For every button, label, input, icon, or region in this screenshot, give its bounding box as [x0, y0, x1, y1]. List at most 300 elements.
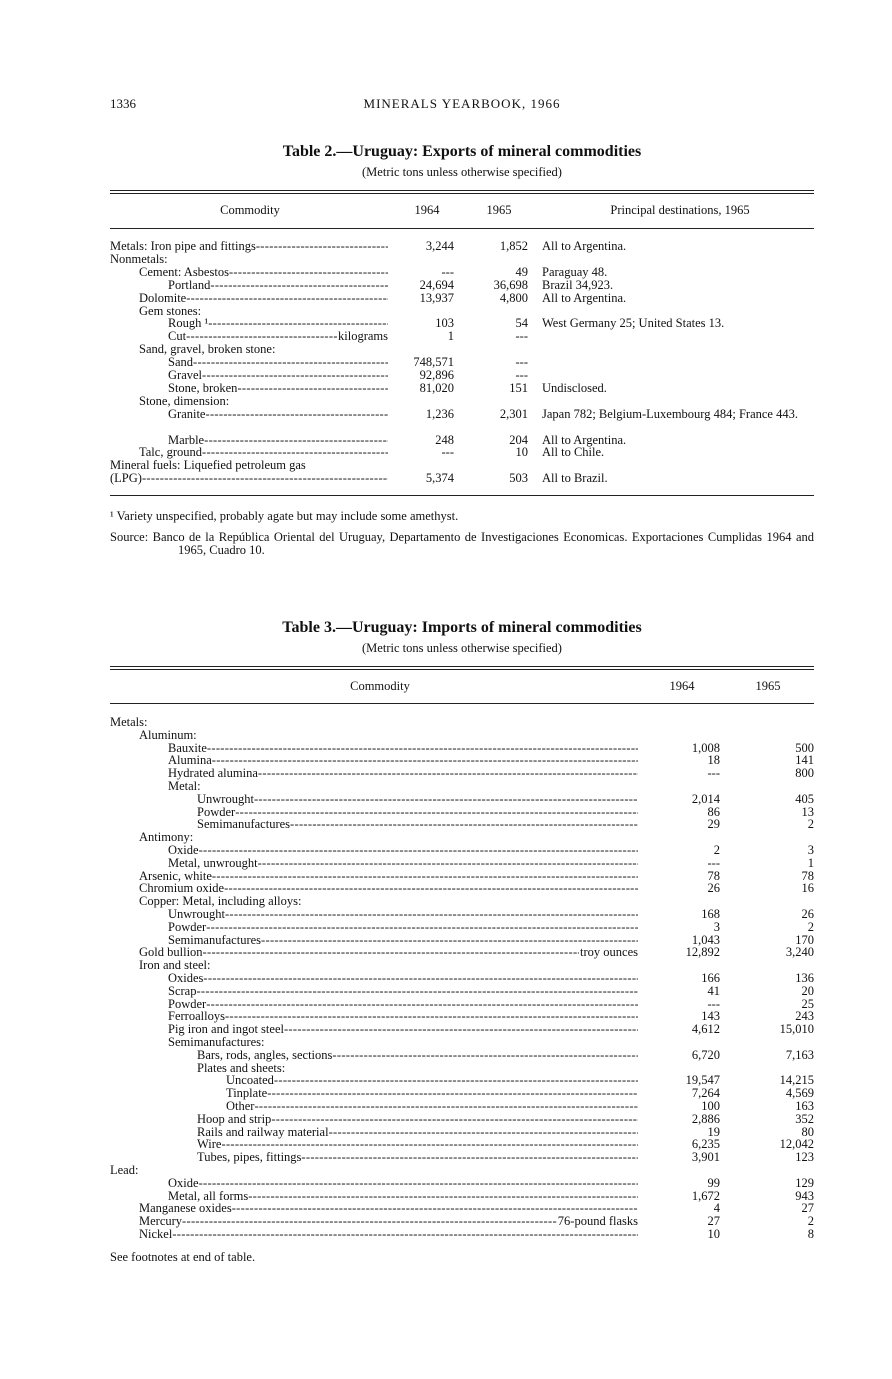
value-1964: 3,901	[691, 1150, 720, 1165]
commodity-label	[139, 395, 388, 408]
commodity-name: Sand	[168, 356, 193, 370]
leader-dots	[332, 1049, 638, 1062]
commodity-name: Bauxite	[168, 741, 207, 755]
leader-dots	[237, 382, 388, 395]
table3-row	[110, 946, 814, 959]
leader-dots	[225, 1010, 638, 1023]
destination: West Germany 25; United States 13.	[542, 316, 725, 331]
value-1964: 248	[435, 432, 454, 447]
value-1965: 3	[807, 843, 814, 857]
table2-row	[110, 408, 814, 421]
table3-row	[110, 1190, 814, 1203]
commodity-name: Powder	[168, 997, 207, 1011]
commodity-label	[197, 1113, 638, 1126]
commodity-name: Bars, rods, angles, sections	[197, 1048, 333, 1062]
commodity-label	[168, 857, 638, 870]
commodity-name: Lead:	[110, 1164, 139, 1177]
leader-dots	[254, 1100, 638, 1113]
table3-row	[110, 857, 814, 870]
leader-dots	[229, 266, 388, 279]
value-1964: 26	[707, 881, 720, 896]
value-1965: 49	[515, 264, 528, 279]
table2-col-commodity: Commodity	[220, 203, 280, 217]
commodity-label	[139, 831, 638, 844]
table3-row	[110, 908, 814, 921]
destination: All to Brazil.	[542, 471, 608, 486]
commodity-label	[168, 844, 638, 857]
value-1964: ---	[441, 264, 454, 279]
value-1964: 29	[707, 817, 720, 832]
table3-col-commodity: Commodity	[350, 679, 410, 693]
value-1964: 1,043	[691, 932, 720, 947]
commodity-name: Ferroalloys	[168, 1010, 225, 1024]
commodity-label	[110, 716, 638, 729]
commodity-name: Aluminum:	[139, 728, 197, 742]
destination: Brazil 34,923.	[542, 277, 614, 292]
leader-dots	[301, 1151, 638, 1164]
commodity-label	[168, 279, 388, 292]
value-1965: 26	[801, 907, 814, 921]
value-1964: 24,694	[419, 277, 454, 292]
commodity-name: Gem stones:	[139, 304, 202, 318]
value-1964: ---	[707, 996, 720, 1011]
value-1964: 41	[707, 983, 720, 998]
leader-dots	[199, 844, 638, 857]
value-1965: 129	[795, 1175, 814, 1190]
value-1965: 2	[807, 1214, 814, 1229]
value-1964: ---	[707, 766, 720, 781]
value-1965: 123	[795, 1150, 814, 1165]
value-1965: ---	[515, 329, 528, 344]
commodity-name: Granite	[168, 407, 206, 421]
commodity-label	[139, 292, 388, 305]
table2-row	[110, 279, 814, 292]
commodity-label	[226, 1100, 638, 1113]
commodity-name: Powder	[197, 805, 236, 819]
value-1965: 4,569	[785, 1086, 814, 1101]
running-title: MINERALS YEARBOOK, 1966	[363, 96, 561, 111]
commodity-label	[139, 870, 638, 883]
leader-dots	[290, 818, 638, 831]
commodity-name: Semimanufactures:	[168, 1036, 265, 1049]
table2-footnote: ¹ Variety unspecified, probably agate but may include some amethyst.	[110, 509, 459, 523]
value-1964: ---	[441, 445, 454, 460]
leader-dots	[203, 946, 579, 959]
commodity-label	[168, 972, 638, 985]
table3-row	[110, 716, 814, 729]
value-1964: 5,374	[425, 471, 454, 486]
value-1964: 1	[447, 329, 454, 344]
value-1964: 13,937	[419, 290, 454, 305]
commodity-label	[168, 330, 388, 343]
commodity-label	[226, 1087, 638, 1100]
commodity-name: Plates and sheets:	[197, 1061, 286, 1075]
table2-row	[110, 240, 814, 253]
commodity-name: Alumina	[168, 754, 212, 768]
table3-top-rule-double	[110, 669, 814, 670]
value-1964: 3	[713, 919, 720, 934]
destination: All to Chile.	[542, 445, 605, 460]
commodity-label	[168, 1036, 638, 1049]
commodity-label	[168, 780, 638, 793]
commodity-name: Metal:	[168, 780, 201, 793]
table3-row	[110, 1023, 814, 1036]
commodity-label	[168, 369, 388, 382]
value-1964: 19	[707, 1124, 720, 1139]
destination: Undisclosed.	[542, 380, 607, 395]
table3-row	[110, 818, 814, 831]
commodity-name: Powder	[168, 920, 207, 934]
value-1964: 2,014	[691, 791, 720, 806]
commodity-label	[168, 1177, 638, 1190]
value-1965: 25	[801, 996, 814, 1011]
page-header	[110, 96, 814, 114]
leader-dots	[267, 1087, 638, 1100]
commodity-label	[168, 382, 388, 395]
table3-subtitle: (Metric tons unless otherwise specified)	[362, 641, 562, 655]
value-1964: 27	[707, 1214, 720, 1229]
value-1965: 1	[807, 855, 814, 870]
value-1965: ---	[515, 355, 528, 370]
table3-head-rule	[110, 703, 814, 704]
commodity-name: Oxide	[168, 1176, 199, 1190]
value-1965: 1,852	[499, 239, 528, 253]
commodity-label	[139, 305, 388, 318]
commodity-label	[139, 1228, 638, 1241]
table3-row	[110, 767, 814, 780]
commodity-name: Gold bullion	[139, 946, 203, 960]
commodity-label	[139, 882, 638, 895]
commodity-name: Cut	[168, 330, 187, 344]
destination: All to Argentina.	[542, 432, 627, 447]
leader-dots	[205, 408, 388, 421]
value-1964: 92,896	[419, 368, 454, 382]
commodity-name: Sand, gravel, broken stone:	[139, 343, 276, 357]
value-1965: 243	[795, 1009, 814, 1024]
commodity-label	[168, 1023, 638, 1036]
commodity-label	[110, 1164, 638, 1177]
table2-row	[110, 292, 814, 305]
value-1965: 80	[801, 1124, 814, 1139]
table2-row	[110, 330, 814, 343]
commodity-label	[168, 934, 638, 947]
value-1965: 20	[801, 983, 814, 998]
value-1964: 168	[701, 907, 720, 921]
commodity-label	[110, 253, 388, 266]
commodity-label	[168, 985, 638, 998]
leader-dots	[204, 434, 388, 447]
value-1965: 500	[795, 740, 814, 755]
destination: Japan 782; Belgium-Luxembourg 484; France 443.	[542, 406, 798, 421]
commodity-label	[139, 1202, 638, 1215]
value-1965: 36,698	[493, 277, 528, 292]
leader-dots	[258, 857, 638, 870]
table3-col-1965: 1965	[755, 679, 781, 693]
value-1964: 10	[707, 1227, 720, 1241]
commodity-label	[139, 946, 638, 959]
commodity-name: Portland	[168, 278, 211, 292]
table2-row	[110, 459, 814, 472]
value-1965: 352	[795, 1111, 814, 1126]
value-1964: 6,720	[691, 1047, 720, 1062]
value-1964: 1,672	[691, 1188, 720, 1203]
page-number: 1336	[110, 96, 136, 111]
value-1964: 81,020	[419, 380, 454, 395]
value-1964: 143	[701, 1009, 720, 1024]
commodity-label	[139, 266, 388, 279]
commodity-name: Wire	[197, 1138, 222, 1152]
leader-dots	[206, 998, 638, 1011]
leader-dots	[182, 1215, 557, 1228]
unit-label: 76-pound flasks	[557, 1215, 638, 1229]
commodity-name: Copper: Metal, including alloys:	[139, 895, 302, 909]
commodity-name: Nickel	[139, 1228, 173, 1241]
table3-row	[110, 882, 814, 895]
table2-top-rule-double	[110, 193, 814, 194]
table2-bottom-rule	[110, 495, 814, 496]
commodity-name: Cement: Asbestos	[139, 265, 229, 279]
commodity-name: Nonmetals:	[110, 252, 168, 266]
leader-dots	[212, 870, 638, 883]
table3-row	[110, 1177, 814, 1190]
table2-row	[110, 317, 814, 330]
unit-label: kilograms	[338, 330, 388, 344]
commodity-name: Unwrought	[197, 792, 254, 806]
commodity-name: (LPG)	[110, 472, 142, 486]
value-1965: 170	[795, 932, 814, 947]
leader-dots	[235, 806, 638, 819]
value-1965: ---	[515, 368, 528, 382]
table2-source	[110, 531, 814, 557]
table2-row	[110, 395, 814, 408]
table2-source-text: Source: Banco de la República Oriental del Uruguay, Departamento de Investigaciones Economicas. Exportaciones Cumplidas 1964 and 1965, Cuadro 10.	[110, 530, 814, 557]
leader-dots	[221, 1138, 638, 1151]
value-1964: 2,886	[691, 1111, 720, 1126]
commodity-name: Metals:	[110, 716, 148, 729]
leader-dots	[258, 767, 638, 780]
value-1964: 3,244	[425, 239, 454, 253]
commodity-name: Unwrought	[168, 908, 225, 921]
table2-row	[110, 356, 814, 369]
commodity-name: Hydrated alumina	[168, 767, 258, 781]
commodity-name: Mercury	[139, 1215, 183, 1229]
value-1965: 27	[801, 1201, 814, 1216]
value-1965: 13	[801, 804, 814, 819]
value-1965: 2	[807, 919, 814, 934]
table3-row	[110, 1228, 814, 1241]
commodity-label	[139, 343, 388, 356]
leader-dots	[248, 1190, 638, 1203]
table3-title: Table 3.—Uruguay: Imports of mineral commodities	[282, 619, 642, 636]
table2-row	[110, 382, 814, 395]
value-1964: 18	[707, 753, 720, 768]
leader-dots	[274, 1074, 638, 1087]
commodity-name: Stone, dimension:	[139, 394, 230, 408]
leader-dots	[224, 882, 638, 895]
table2-row	[110, 343, 814, 356]
leader-dots	[261, 934, 638, 947]
commodity-name: Mineral fuels: Liquefied petroleum gas	[110, 459, 306, 473]
value-1965: 943	[795, 1188, 814, 1203]
value-1965: 151	[509, 380, 528, 395]
value-1964: 100	[701, 1099, 720, 1113]
table2-subtitle: (Metric tons unless otherwise specified)	[362, 165, 562, 179]
leader-dots	[172, 1228, 638, 1241]
value-1965: 12,042	[779, 1137, 814, 1152]
leader-dots	[207, 742, 638, 755]
commodity-label	[110, 459, 388, 472]
leader-dots	[206, 921, 638, 934]
commodity-name: Stone, broken	[168, 381, 238, 395]
value-1965: 16	[801, 881, 814, 896]
commodity-label	[197, 1049, 638, 1062]
commodity-name: Semimanufactures	[197, 818, 291, 832]
table2-col-1965: 1965	[486, 203, 512, 217]
commodity-label	[197, 818, 638, 831]
table2-title: Table 2.—Uruguay: Exports of mineral commodities	[282, 143, 642, 160]
commodity-label	[197, 1062, 638, 1075]
commodity-name: Metal, all forms	[168, 1189, 249, 1203]
leader-dots	[202, 369, 388, 382]
value-1965: 3,240	[785, 945, 814, 960]
table3-row	[110, 1151, 814, 1164]
table3-row	[110, 985, 814, 998]
value-1965: 204	[509, 432, 528, 447]
commodity-label	[197, 1138, 638, 1151]
commodity-label	[168, 998, 638, 1011]
commodity-label	[168, 408, 388, 421]
table3-row	[110, 1049, 814, 1062]
commodity-name: Oxides	[168, 972, 204, 985]
commodity-label	[139, 959, 638, 972]
destination: All to Argentina.	[542, 239, 627, 253]
commodity-label	[110, 240, 388, 253]
commodity-label	[168, 1010, 638, 1023]
value-1964: 2	[713, 843, 720, 857]
commodity-name: Metals: Iron pipe and fittings	[110, 240, 256, 253]
value-1964: 4,612	[691, 1022, 720, 1037]
value-1964: 7,264	[691, 1086, 720, 1101]
table3-row	[110, 729, 814, 742]
leader-dots	[203, 972, 638, 985]
commodity-name: Uncoated	[226, 1074, 274, 1088]
table3-footer: See footnotes at end of table.	[110, 1250, 256, 1264]
commodity-label	[139, 895, 638, 908]
commodity-name: Tubes, pipes, fittings	[197, 1151, 302, 1165]
commodity-name: Talc, ground	[139, 446, 202, 460]
commodity-name: Semimanufactures	[168, 933, 262, 947]
commodity-name: Tinplate	[226, 1087, 268, 1101]
value-1965: 800	[795, 766, 814, 781]
table2-col-1964: 1964	[414, 203, 440, 217]
value-1965: 136	[795, 971, 814, 985]
commodity-name: Arsenic, white	[139, 869, 212, 883]
table2-row	[110, 266, 814, 279]
leader-dots	[225, 908, 638, 921]
commodity-label	[139, 446, 388, 459]
value-1965: 8	[807, 1227, 814, 1241]
commodity-name: Metal, unwrought	[168, 856, 258, 870]
table3-top-rule	[110, 666, 814, 667]
commodity-label	[110, 472, 388, 485]
commodity-name: Iron and steel:	[139, 959, 211, 973]
commodity-name: Other	[226, 1100, 255, 1113]
value-1965: 15,010	[779, 1022, 814, 1037]
commodity-label	[168, 754, 638, 767]
leader-dots	[208, 317, 388, 330]
commodity-name: Rough ¹	[168, 317, 209, 331]
commodity-label	[168, 921, 638, 934]
commodity-name: Chromium oxide	[139, 882, 225, 896]
commodity-label	[168, 908, 638, 921]
value-1965: 78	[801, 868, 814, 883]
table2-row	[110, 369, 814, 382]
value-1965: 14,215	[779, 1073, 814, 1088]
table2-row	[110, 434, 814, 447]
value-1965: 10	[515, 445, 528, 460]
value-1964: 12,892	[685, 945, 720, 960]
destination: Paraguay 48.	[542, 264, 608, 279]
value-1965: 2	[807, 817, 814, 832]
table2-col-destinations: Principal destinations, 1965	[610, 203, 750, 217]
leader-dots	[142, 472, 388, 485]
leader-dots	[271, 1113, 638, 1126]
unit-label: troy ounces	[580, 946, 638, 960]
commodity-label	[197, 793, 638, 806]
commodity-name: Gravel	[168, 369, 203, 382]
commodity-label	[168, 356, 388, 369]
commodity-label	[226, 1074, 638, 1087]
table2-top-rule	[110, 190, 814, 191]
leader-dots	[196, 985, 638, 998]
destination: All to Argentina.	[542, 290, 627, 305]
value-1964: 78	[707, 868, 720, 883]
table3-row	[110, 921, 814, 934]
value-1964: 19,547	[685, 1073, 720, 1088]
leader-dots	[254, 793, 638, 806]
value-1965: 163	[795, 1099, 814, 1113]
commodity-name: Scrap	[168, 984, 197, 998]
value-1964: 4	[713, 1201, 720, 1216]
value-1965: 7,163	[785, 1047, 814, 1062]
table2-row	[110, 446, 814, 459]
commodity-label	[168, 434, 388, 447]
table2-head-rule	[110, 228, 814, 229]
commodity-label	[139, 1215, 638, 1228]
value-1965: 4,800	[499, 290, 528, 305]
commodity-label	[168, 317, 388, 330]
table2-row	[110, 253, 814, 266]
commodity-label	[168, 767, 638, 780]
leader-dots	[256, 240, 388, 253]
value-1965: 54	[515, 316, 528, 331]
table3-row	[110, 831, 814, 844]
value-1964: 99	[707, 1175, 720, 1190]
value-1964: 166	[701, 971, 720, 985]
value-1964: 86	[707, 804, 720, 819]
value-1965: 405	[795, 791, 814, 806]
value-1964: 103	[435, 316, 454, 331]
leader-dots	[186, 292, 388, 305]
table3-row	[110, 793, 814, 806]
leader-dots	[232, 1202, 638, 1215]
value-1964: 1,008	[691, 740, 720, 755]
commodity-label	[168, 742, 638, 755]
value-1964: ---	[707, 855, 720, 870]
commodity-label	[197, 1126, 638, 1139]
commodity-label	[197, 1151, 638, 1164]
leader-dots	[210, 279, 388, 292]
